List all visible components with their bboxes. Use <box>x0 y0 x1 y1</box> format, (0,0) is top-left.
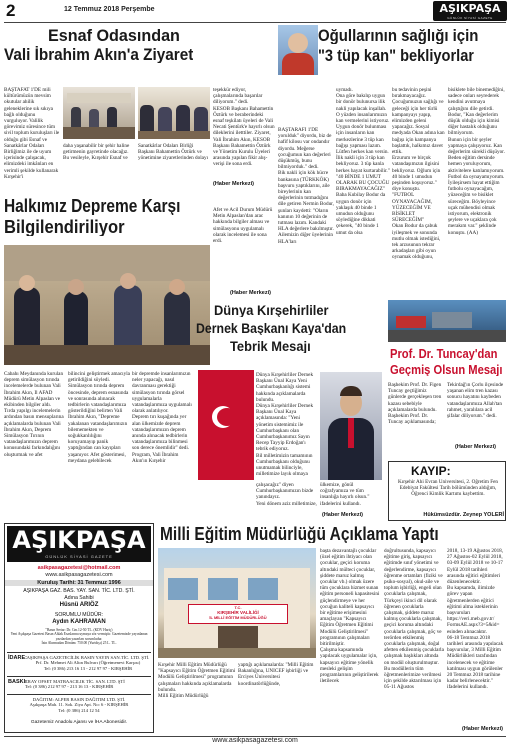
masthead-editor-label: SORUMLU MÜDÜR: <box>54 612 104 618</box>
article-meb-col5: 2018, 13-19 Ağustos 2018, 27 Ağustos-02 Eylül 2018, 03-09 Eylül 2018 ve 10-17 Eylül 2018 tarihleri arasında eğitici eğitimleri düzenlenecektir. Bu kapsamda, ilimizde görev yapan öğretmenlerden eğitici eğitimi alma isteklerinin başvuruları https://veri.meb.gov.tr/ FormsAE.aspx?3=5&id= esinden alınacaktır. 06-18 Temmuz 2018 tarihleri arasında yapılacak başvurular, 3 Milli Eğitim Müdürlükleri tarafından incelenecek ve eğitime katılması uygun görülenler 20 Temmuz 2018 tarihine kadar belirlenecektir." ifadelerini kullandı. <box>447 548 504 691</box>
article-kaya-source: (Haber Merkezi) <box>322 512 363 518</box>
header-logo-text: AŞIKPAŞA <box>439 2 501 15</box>
header-date: 12 Temmuz 2018 Perşembe <box>64 6 155 13</box>
article-meb-col2: yaptığı açıklamalarda: "Milli Eğitim Bakanlığına, UNICEF işbirliği ve Erciyes Üniversitesi koordinatörlüğünde, <box>238 662 314 687</box>
article-kaya-photo <box>320 372 382 480</box>
masthead-owner-label: Adına Sahibi <box>64 595 94 601</box>
kayip-text: Kırşehir Ahi Evran Üniversitesi, 2. Öğretim Fen Edebiyat Fakültesi Tarih bölümünden aldığım, Öğrenci Kimlik Kartımı kaybettim. <box>398 479 498 498</box>
article-kaya-col1: Dünya Kırşehirliler Dernek Başkanı Ünal Kaya Yeni Cumhurbaşkanlığı sistemi hakkında açıklamalarda bulundu. Dünya Kırşehirliler Dernek Başkanı Ünal Kaya açıklamasında: "Yeni yönetim sistemimiz ile Cumhurbaşkanı olan Cumhurbaşkanımız Sayın Recep Tayyip Erdoğan'ı tebrik ediyoruz. Bil milletimizin tamamının Cumhurbaşkanı olduğunu unutmamak bilinciyle, milletimize layık olmaya <box>256 372 314 478</box>
masthead-fine-print: "Basın Seriar: Dr. Cm.12-50 TL. (KDV Hariç) Yeni Aşıkpaşa Gazetesi Basın Ahlak Esaslarına uymaya söz vermiştir. Gazetemizde yayınlanan yazılardan yazarları sorumludur. İzin Alınmadan Dönüm: 750.00 (Yurtdışı) 25 L. TL. <box>10 628 148 646</box>
masthead-logo <box>7 526 151 562</box>
page-header <box>0 0 510 22</box>
article-kan-photo <box>278 25 318 75</box>
article-tuncay-photo <box>388 300 506 342</box>
masthead-owner-company: AŞIKPAŞA GAZ. BAS. YAY. SAN. TİC. LTD. ŞTİ. <box>23 588 135 594</box>
masthead-founded: Kuruluş Tarihi: 31 Temmuz 1996 <box>5 580 153 586</box>
article-esnaf-col2: daha yaşanabilir bir şehir haline getirmenin gayretinde olacağız. Bu vesileyle, Kırşehir Esnaf ve <box>63 143 130 162</box>
meb-sign-line1: T.C. <box>234 605 242 610</box>
article-kan-col3: bu tedavinin peşini bırakmayacağız. Çocuğumuzun sağlığı ve geleceği için her türlü kampanyayı yapıp, elimizden geleni yapacağız. Sosyal medyada Okan adına kan bağışı için kampanya başlattık, halkımız davet ettik. Erzurum ve birçok vatandaşımızın ilgisini bekliyoruz. Oğlum için 40 binde 1 umudun peşinden koşuyoruz." diye konuştu. "FUTBOL OYNAYACAĞIM, YÜZECEĞİM VE BİSİKLET SÜRECEĞİM" Okan Bodur da çabuk iyileşmek ve sonunda mutlu olmak istediğini, tek arzusunun tekrar arkadaşları gibi oyun oynamak olduğunu, <box>392 87 445 261</box>
article-kan-headline-2: "3 tüp kan" bekliyorlar <box>318 47 475 64</box>
article-kaya-col2: çalışacağız" diyen Cumhurbaşkanımızın bizde yanındayız. Yeni dönem aziz milletimize, <box>256 482 317 507</box>
article-meb-col3: başta dezavantajlı çocuklar (özel eğitim ihtiyacı olan çocuklar, geçici koruma altındaki mülteci çocuklar, şiddete maruz kalmış çocuklar vb.) olmak üzere tüm çocuklara hizmet sunan eğitim personeli kapasitesini güçlendirmeye ve her çocuğun kaliteli kapsayıcı bir eğitime erişimesini amaçlayan "Kapsayıcı Eğitim Öğretmen Eğitimi Modülü Geliştirilmesi" programının çalışmaları bitirilmiştir. Çalışma kapsamında yapılacak uygulamalar için, kapsayıcı eğitime yönelik mesleki gelişim programlarının geliştirilerek iletilecek <box>320 548 380 685</box>
article-esnaf-photo-2 <box>138 87 210 139</box>
masthead-editor-name: Aydın KAHRAMAN <box>52 619 106 625</box>
article-kan-col4: bisiklete bile binemediğini, sadece onları seyrederek kendini avutmaya çalıştığını dile getirdi. Bodur, "Kan değerlerim düşük olduğu için kimisi diğer hastalık olduğunu bilmiyorum. Bunun için bir şeyler yapmaya çalışıyoruz. Kan değerlerim sürekli düşüyor. Beden eğitim dersinde hemen yoruluyorum, aktivitelere katılamıyorum. Futbol da oynayamıyorum. İyileşirsem hayat ettiğim futbolu oynayacağım, yüzeceğim ve bisiklet süreceğim. Böyleyince uçak mühendisi olmak istiyorum, elektronik şeylere ve uçaklara çok merakım var." şeklinde konuştu. (AA) <box>448 87 505 236</box>
article-deprem-headline-1: Halkımız Depreme Karşı <box>4 197 181 215</box>
kayip-signature: Hükümsüzdür. Zeynep YOLERİ <box>423 512 504 518</box>
article-esnaf-source: (Haber Merkezi) <box>213 181 254 187</box>
article-deprem-col3: bir depremde insanlarımızın neler yapacağı, nasıl davranması gerektiği simülasyon tırında görsel uygulamalarla vatandaşlarımıza uygulamalı olarak anlatılıyor. Deprem tırı kuşağında yer alan ülkemizde deprem vatandaşlarımızın deprem anında alınacak tedbirlerin vatandaşlarımıza bilinmesi son derece önemlidir" dedi. Program, Vali İbrahim Akın'ın Kırşehir <box>132 371 192 464</box>
masthead-logo-sub: GÜNLÜK SİYASİ GAZETE <box>45 554 113 559</box>
article-esnaf-photo <box>63 87 135 139</box>
article-meb-headline: Milli Eğitim Müdürlüğü Açıklama Yaptı <box>160 525 439 543</box>
masthead-box <box>4 523 154 733</box>
masthead-address-label: İDARE: <box>8 655 27 661</box>
meb-sign-line2: KIRŞEHİR VALİLİĞİ <box>217 610 259 615</box>
article-kan-col2: uymadı. Ona göre bakılıp uygun bir donör bulunursa ilik nakli yapılacak inşallah. O yüzden insanlarımızın kan vermelerini istiyoruz. Uygun donör bulunması için insanların kan merkezlerine 3 tüp kan bağışı yapması lazım. Lütfen herkes kan versin. İlik nakli için 3 tüp kan bekliyoruz. 3 tüp kanla herkes hayat kurtarabilir." "40 BİNDE 1 UMUT OLARAK BU ÇOCUĞU BIRAKMAYACAĞIZ" Baba Kubilay Bodur da uygun donör için yaklaşık 40 binde 1 umudun olduğunu söylediğine dikkati çekerek, "40 binde 1 umut da olsa <box>336 87 390 236</box>
masthead-website[interactable]: www.asikpasagazetesi.com <box>45 572 113 578</box>
article-deprem-col-side: Afet ve Acil Durum Müdürü Metin Alpaslan'dan arac hakkında bilgiler alması ve simülasyonu uygulamalı olarak incelemesi ile sona erdi. <box>213 207 273 245</box>
article-esnaf-col1: BAŞTAFAT 1'DE mili kültürümüzün mevsim okutular ahilik geleneklerine sık sıkıya bağlı olduğunu vurguluyor. Valilik görevimiz süresince tüm sivil toplum kuruluşları ile olduğu gibi Esnaf ve Sanatkârlar Odaları Birliğimiz ile de uyum içerisinde çalışacak, elimizdeki imkânları en verimli şekilde kullanarak Kırşehir'i <box>4 87 60 180</box>
article-esnaf-headline-1: Esnaf Odasından <box>48 27 180 44</box>
masthead-print-label: BASKI: <box>8 679 27 685</box>
kayip-box <box>388 461 506 521</box>
header-logo-sub: GÜNLÜK SİYASİ GAZETE <box>447 16 493 20</box>
article-kaya-headline-3: Tebrik Mesajı <box>230 339 311 353</box>
article-deprem-photo <box>4 245 210 365</box>
article-tuncay-col1: Başhekim Prof. Dr. Figen Tuncay geçtiğimiz günlerde gerçekleşen tren kazası sebebiyle açıklamalarda bulundu. Başhekim Prof. Dr. Tuncay açıklamasında; <box>388 382 442 426</box>
article-tuncay-headline-2: Geçmiş Olsun Mesajı <box>390 363 503 376</box>
article-meb-source: (Haber Merkezi) <box>462 726 503 732</box>
article-kan-col1: BAŞTARAFI 1'DE yorulduk" diyordu, biz de hafif kilosu var ondandır diyordu. Meğerse çocuğumun kan değerleri düşükmüş, bunu bilmiyorduk." dedi. Bik nakli için kök hücre bankasına (TÜRKKÖK) başvuru yaptıklarını, aile bireylerinin kan değerlerinin tutmadığını dile getiren Nermin Bodur, şunları kaydetti: "Oların kanının 10 değerinin de tutması lazım. Kandaki HLA değerlere bakılmıştır. Ailemizin diğer üyelerinin HLA'ları <box>278 127 334 245</box>
masthead-ethics: Gazetemiz Anadolu Ajansı ve İHA Abonesidir. <box>30 720 128 725</box>
article-deprem-source: (Haber Merkezi) <box>230 290 271 296</box>
article-kan-headline-1: Oğullarının sağlığı için <box>318 27 479 44</box>
masthead-email[interactable]: asikpasagazetesi@hotmail.com <box>37 565 121 571</box>
masthead-print-text: ERAY OFSET MATBAACILIK TİC. SAN. LTD. ŞTİ Tel: (0 386) 212 97 97 - 213 16 13 - KIRŞEHİR <box>25 679 125 690</box>
article-tuncay-col2: Tekirdağ'ın Çorlu ilçesinde yaşanan elim tren kazası sonucu hayatını kaybeden vatandaşlarımıza Allah'tan rahmet, yaralılara acil şifalar diliyorum." dedi. <box>447 382 504 420</box>
page-number: 2 <box>6 2 16 19</box>
masthead-logo-text: AŞIKPAŞA <box>12 526 146 554</box>
article-deprem-col2: bilincini geliştirmek amacıyla getirildiğini söyledi. Simülasyon tırında deprem öncesinde, deprem esnasında ve sonrasında alınacak tedbirlerin vatandaşlarımıza gösterildiğini belirten Vali İbrahim Akın, "Depreme yakalanan vatandaşlarımızın bilememekten ve soğukkanlılığını koruyamayıp panik yaptığından can kayıpları yaşanıyor. Afet gösterimesi, meydana gelebilecek <box>68 371 130 464</box>
article-meb-col1: Kırşehir Milli Eğitim Müdürlüğü "Kapsayıcı Eğitim Öğretmen Eğitimi Modülü Geliştirilmesi" programının çalışmaları hakkında açıklamalarda bulundu. Milli Eğitim Müdürlüğü <box>158 662 236 700</box>
article-deprem-col1: Cabahı Meydanında kurulan deprem simülasyon tırında incelemelerde bulunan Vali İbrahim Akın, Il AFAD Müdürü Metin Alpaslan ve ekibinden bilgiler aldı. Tırda yapılgı incelemelerin ardından basın mensuplarına açıklamalarda bulunan Vali İbrahim Akın, Deprem Simülasyon Tırının vatandaşlarımızın deprem konusundaki farkındalığını oluşturmak ve afet <box>4 371 64 458</box>
article-esnaf-col4: teşekkür ediyor, çalışmalarında başarılar diliyorum." dedi. KESOB Başkanı Bahamettin Öztürk ve beraberindeki esnaf teşkilatı üyeleri de Vali Necati Şentürk'e hayırlı olsun dileklerini iletttiler. Ziyaret, Vali İbrahim Akın, KESOB Başkanı Bahamettin Öztürk ve Yönetim Kurulu Üyeleri arasında yapılan fikir alış-verişi ile sona erdi. <box>213 87 275 168</box>
header-logo <box>433 1 507 21</box>
meb-sign-line3: İL MİLLÎ EĞİTİM MÜDÜRLÜĞÜ <box>209 615 267 620</box>
kayip-title: KAYIP: <box>411 464 451 478</box>
article-meb-col4: doğrultusunda, kapsayıcı eğitime giriş, kapsayıcı eğitimde sınıf yönetimi ve değerlendirme, kapsayıcı öğrenme ortamları (fiziki ve psiko-sosyal), okul-aile ve toplum işbirliği, engeli olan çocuklarla çalışmak, Türkçeyi ikinci dil olarak öğrenen çocuklarla çalışmak, şiddete maruz kalmış çocuklarla çalışmak, geçici koruma altındaki çocuklarla çalışmak, göç ve terörden etkilenmiş çocuklarla çalışmak, doğal afetten etkilenmiş çocuklarla çalışmak başlıkları altında on modül oluşturulmuştur. Bu modüllerin tüm öğretmenlerimize verilmesi için şekilde aktarılması için 05-11 Ağustos <box>384 548 444 691</box>
article-kaya-col3: ülkemize, gönül coğrafyamıza ve tüm insanlığa hayırlı olsun." ifadelerini kullandı. <box>320 482 370 507</box>
article-tuncay-source: (Haber Merkezi) <box>455 444 496 450</box>
article-kaya-headline-1: Dünya Kırşehirliler <box>214 303 329 317</box>
footer-website[interactable]: www.asikpasagazetesi.com <box>212 737 298 744</box>
masthead-distribution: DAĞITIM: ALPER BASIN DAĞITIM LTD. ŞTİ. Aşıkpaşa Mah. 11. Sok. Ziya Apt. No: 6 - KIRŞEHİR Tel: (0 386) 214 12 54 <box>29 697 129 713</box>
article-meb-photo <box>158 548 316 658</box>
masthead-address: AŞIKPAŞA GAZETECİLİK BASIN YAYIN SAN.TİC. LTD. ŞTİ. Prf. Dr. Mehmet Ali Altın Bulvarı (Öğretmenevi Karşısı) Tel: (0 386) 213 16 13 - 212 97 97 - KIRŞEHİR <box>26 655 150 671</box>
article-esnaf-col3: Sanatkârlar Odaları Birliği Başkanı Bahamettin Öztürk ve yönetimine ziyaretlerinden dolayı <box>138 143 209 162</box>
article-tuncay-headline-1: Prof. Dr. Tuncay'dan <box>390 347 498 360</box>
article-kaya-photo-flag <box>198 370 254 480</box>
masthead-owner-name: Hüsnü ARIÖZ <box>59 602 99 608</box>
article-deprem-headline-2: Bilgilendiriliyor <box>4 218 125 236</box>
header-divider <box>4 22 506 23</box>
article-esnaf-headline-2: Vali İbrahim Akın'a Ziyaret <box>4 46 194 63</box>
article-kaya-headline-2: Dernek Başkanı Kaya'dan <box>196 321 347 335</box>
